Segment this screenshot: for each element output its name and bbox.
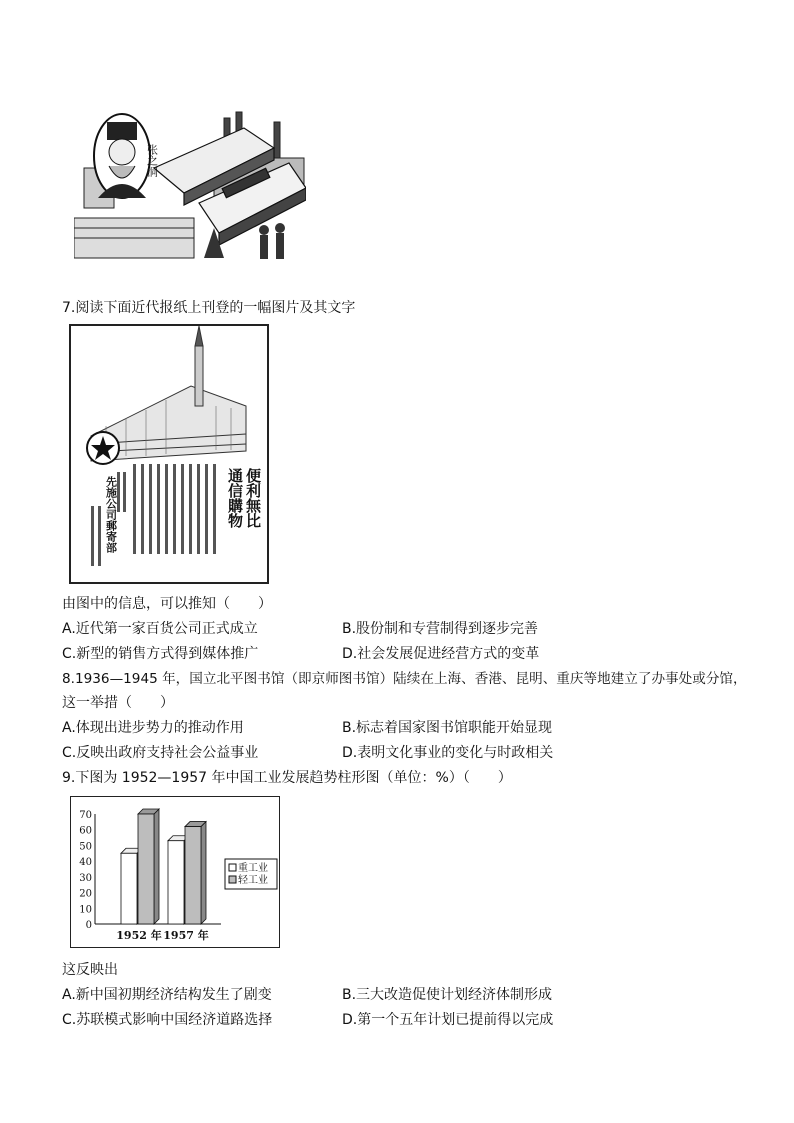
- industry-bar-chart-svg: [71, 797, 279, 947]
- bar-light-1: [185, 822, 206, 924]
- y-tick-label: 0: [85, 920, 92, 931]
- y-tick-label: 60: [79, 825, 92, 837]
- q9-prompt: 这反映出: [62, 962, 118, 978]
- y-tick-label: 20: [79, 888, 92, 900]
- q9-option-a: A.新中国初期经济结构发生了剧变: [62, 987, 272, 1003]
- q9-option-b: B.三大改造促使计划经济体制形成: [342, 987, 553, 1003]
- y-tick-label: 40: [79, 857, 92, 869]
- ad-headline-1: 通信購物: [226, 468, 244, 528]
- legend-label-light: 轻工业: [238, 875, 268, 886]
- q9-option-c: C.苏联模式影响中国经济道路选择: [62, 1012, 273, 1028]
- bar-side: [154, 809, 159, 924]
- q8-option-b: B.标志着国家图书馆职能开始显现: [342, 720, 553, 736]
- bar-light-0: [138, 809, 159, 924]
- bar-front: [121, 853, 137, 924]
- y-tick-label: 10: [79, 904, 92, 916]
- bar-front: [138, 814, 154, 924]
- legend-swatch-heavy: [229, 864, 236, 871]
- y-tick-label: 30: [79, 872, 92, 884]
- q7-option-c: C.新型的销售方式得到媒体推广: [62, 646, 259, 662]
- zhang-zhidong-drawing: [74, 108, 306, 270]
- q8-stem-line1: 8.1936—1945 年，国立北平图书馆（即京师图书馆）陆续在上海、香港、昆明、重庆等地建立了办事处或分馆，: [62, 671, 747, 687]
- zhang-zhidong-caption: 张之洞: [145, 144, 159, 177]
- legend-label-heavy: 重工业: [238, 863, 268, 874]
- sincere-ad-drawing: [71, 326, 267, 582]
- y-tick-label: 50: [79, 841, 92, 853]
- q8-option-a: A.体现出进步势力的推动作用: [62, 720, 244, 736]
- industry-bar-chart: [70, 796, 280, 948]
- q8-stem-line2: 这一举措（ ）: [62, 695, 174, 711]
- q7-option-b: B.股份制和专营制得到逐步完善: [342, 621, 539, 637]
- bar-side: [201, 822, 206, 924]
- q7-stem: 7.阅读下面近代报纸上刊登的一幅图片及其文字: [62, 300, 356, 316]
- sincere-advertisement: [69, 324, 269, 584]
- ad-company-name: 先施公司郵寄部: [104, 476, 118, 553]
- x-category-label: 1952 年: [116, 929, 162, 942]
- legend-swatch-light: [229, 876, 236, 883]
- ad-headline-2: 便利無比: [244, 468, 262, 528]
- bar-front: [185, 827, 201, 924]
- q8-option-c: C.反映出政府支持社会公益事业: [62, 745, 259, 761]
- x-category-label: 1957 年: [163, 929, 209, 942]
- y-tick-label: 70: [79, 810, 92, 821]
- bar-front: [168, 841, 184, 924]
- q7-prompt: 由图中的信息，可以推知（ ）: [62, 596, 272, 612]
- q7-option-a: A.近代第一家百货公司正式成立: [62, 621, 258, 637]
- q9-stem: 9.下图为 1952—1957 年中国工业发展趋势柱形图（单位：%）（ ）: [62, 770, 512, 786]
- zhang-zhidong-illustration: [74, 108, 306, 270]
- q8-option-d: D.表明文化事业的变化与时政相关: [342, 745, 554, 761]
- q9-option-d: D.第一个五年计划已提前得以完成: [342, 1012, 554, 1028]
- q7-option-d: D.社会发展促进经营方式的变革: [342, 646, 540, 662]
